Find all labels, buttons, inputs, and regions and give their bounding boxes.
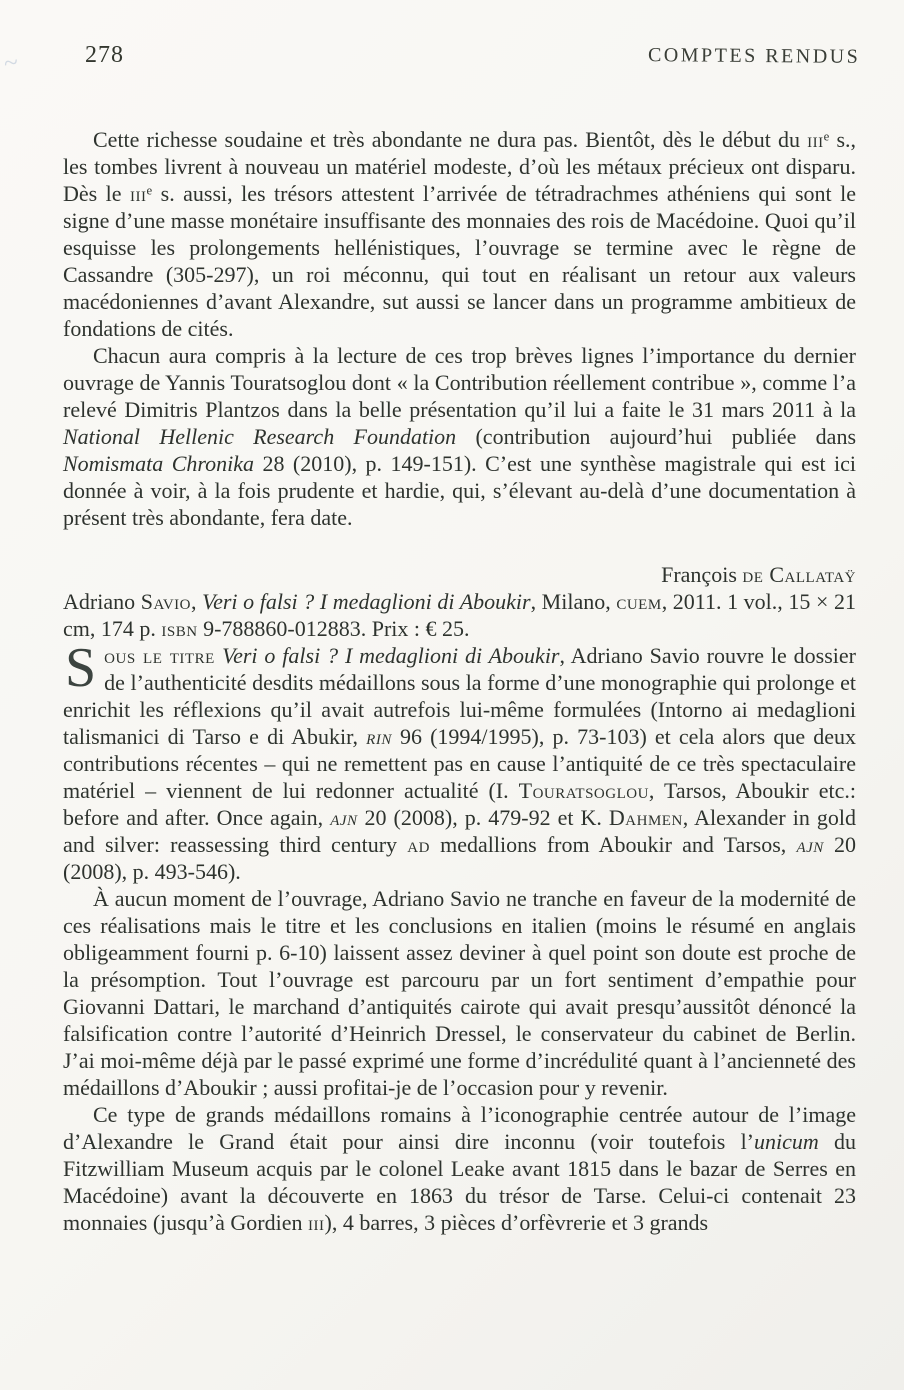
drop-cap: S bbox=[65, 637, 97, 699]
paragraph-richesse: Cette richesse soudaine et très abondante ne dura pas. Bientôt, dès le début du iii$^e$ s., les tombes livrent à nouveau un matériel modeste, d’où les métaux précieux ont disparu. Dès le iii$^e$ s. aussi, les trésors attestent l’arrivée de tétradrachmes athéniens qui sont le signe d’une masse monétaire insuffisante des monnaies des rois de Macédoine. Quoi qu’il esquisse les prolongements hellénistiques, l’ouvrage se termine avec le règne de Cassandre (305-297), un roi méconnu, qui tout en réalisant un retour aux valeurs macédoniennes d’avant Alexandre, sut aussi se lancer dans un programme ambitieux de fondations de cités. bbox=[63, 127, 857, 341]
author-signature: François de Callataÿ bbox=[661, 562, 856, 587]
page-number: 278 bbox=[85, 42, 124, 68]
book-citation: Adriano Savio, Veri o falsi ? I medaglioni di Aboukir, Milano, cuem, 2011. 1 vol., 15 × 21 cm, 174 p. isbn 9-788860-012883. Prix : € 25. bbox=[63, 589, 857, 641]
paragraph-aucun: À aucun moment de l’ouvrage, Adriano Savio ne tranche en faveur de la modernité de ces réalisations mais le titre et les conclusions en italien (moins le résumé en anglais obligeamment fourni p. 6-10) laissent assez deviner à quel point son doute est proche de la présomption. Tout l’ouvrage est parcouru par un fort sentiment d’empathie pour Giovanni Dattari, le marchand d’antiquités cairote qui avait presqu’aussitôt dénoncé la falsification contre l’autorité d’Heinrich Dressel, le conservateur du cabinet de Berlin. J’ai moi-même déjà par le passé exprimé une forme d’incrédulité quant à l’ancienneté des médaillons d’Aboukir ; aussi profitai-je de l’occasion pour y revenir. bbox=[63, 886, 856, 1100]
paragraph-opening bbox=[63, 637, 857, 885]
paragraph-cetype: Ce type de grands médaillons romains à l’iconographie centrée autour de l’image d’Alexandre le Grand était pour ainsi dire inconnu (voir toutefois l’unicum du Fitzwilliam Museum acquis par le colonel Leake avant 1815 dans le bazar de Serres en Macédoine) avant la découverte en 1863 du trésor de Tarse. Celui-ci contenait 23 monnaies (jusqu’à Gordien iii), 4 barres, 3 pièces d’orfèvrerie et 3 grands bbox=[63, 1102, 856, 1235]
scan-artifact-mark: ~ bbox=[1, 47, 20, 78]
paragraph-opening-text: ous le titre Veri o falsi ? I medaglioni di Aboukir, Adriano Savio rouvre le dossier de l’authenticité desdits médaillons sous la forme d’une monographie qui prolonge et enrichit les réflexions qu’il avait autrefois lui-même formulées (Intorno ai medaglioni talismanici di Tarso e di Abukir, rin 96 (1994/1995), p. 73-103) et cela alors que deux contributions récentes – qui ne remettent pas en cause l’antiquité de ce très spectaculaire matériel – viennent de lui redonner actualité (I. Touratsoglou, Tarsos, Aboukir etc.: before and after. Once again, ajn 20 (2008), p. 479-92 et K. Dahmen, Alexander in gold and silver: reassessing third century ad medallions from Aboukir and Tarsos, ajn 20 (2008), p. 493-546). bbox=[63, 643, 857, 884]
page-body bbox=[63, 126, 856, 1236]
page-header bbox=[63, 42, 860, 69]
paragraph-chacun: Chacun aura compris à la lecture de ces trop brèves lignes l’importance du dernier ouvrage de Yannis Touratsoglou dont « la Contribution réellement contribue », comme l’a relevé Dimitris Plantzos dans la belle présentation qu’il lui a faite le 31 mars 2011 à la National Hellenic Research Foundation (contribution aujourd’hui publiée dans Nomismata Chronika 28 (2010), p. 149-151). C’est une synthèse magistrale qui est ici donnée à voir, à la fois prudente et hardie, qui, s’élevant au-delà d’une documentation à présent très abondante, fera date. bbox=[63, 343, 857, 530]
running-title: COMPTES RENDUS bbox=[647, 44, 861, 68]
